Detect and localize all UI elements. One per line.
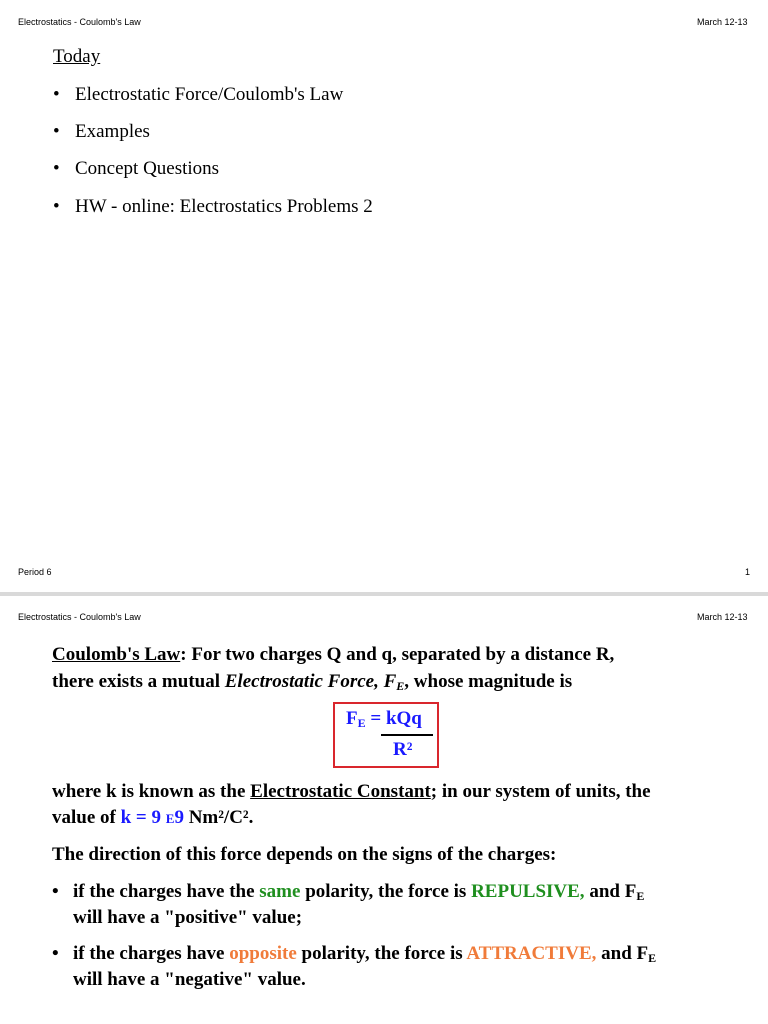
coulomb-law-term: Coulomb's Law: [52, 644, 181, 665]
today-bullet-4: • HW - online: Electrostatics Problems 2: [53, 196, 373, 217]
slide2-header-date: March 12-13: [697, 612, 748, 622]
today-bullet-1-text: Electrostatic Force/Coulomb's Law: [75, 84, 344, 105]
today-bullet-4-text: HW - online: Electrostatics Problems 2: [75, 196, 373, 217]
attractive-word: ATTRACTIVE,: [466, 943, 597, 964]
today-bullet-2: • Examples: [53, 121, 150, 142]
slide1-footer-period: Period 6: [18, 567, 52, 577]
formula-denominator: R²: [393, 739, 413, 760]
opposite-word: opposite: [229, 943, 297, 964]
constant-value-line: value of k = 9 E9 Nm²/C².: [52, 807, 254, 828]
electrostatic-force-term: Electrostatic Force, $F_E$: [224, 671, 405, 693]
today-bullet-3: • Concept Questions: [53, 158, 220, 179]
slide1-page-number: 1: [745, 567, 751, 577]
today-bullet-2-text: Examples: [75, 121, 150, 142]
slide2-header-title: Electrostatics - Coulomb's Law: [18, 612, 141, 622]
slide1-header-title: Electrostatics - Coulomb's Law: [18, 17, 141, 27]
slide1-header-date: March 12-13: [697, 17, 748, 27]
slide-page-2: Electrostatics - Coulomb's Law March 12-13 Coulomb's Law: For two charges Q and q, separated by a distance R, there exists a mutual Electrostatic Force, $F_E$, whose magnitude is $F_E$ = kQq R² where k is known as the Electrostatic Constant; in our system of units, the value of k = 9 E9 Nm²/C². The direction of this force depends on the signs of the charges: • if the charges have the same polarity, the force is REPULSIVE, and $F_E$ will have a "positive" value; • if the charges have opposite polarity, the force is ATTRACTIVE, and $F_E$ will have a "negative" value.: [0, 596, 768, 1024]
today-bullet-3-text: Concept Questions: [75, 158, 220, 179]
formula-numerator: $F_E$ = kQq: [346, 708, 422, 730]
coulomb-intro-line: Coulomb's Law: For two charges Q and q, separated by a distance R,: [52, 644, 615, 665]
constant-line: where k is known as the Electrostatic Constant; in our system of units, the: [52, 781, 651, 802]
today-bullet-1: • Electrostatic Force/Coulomb's Law: [53, 84, 344, 105]
direction-statement: The direction of this force depends on the signs of the charges:: [52, 844, 557, 865]
coulomb-formula-box: [333, 702, 439, 768]
today-heading: Today: [53, 46, 101, 67]
electrostatic-constant-term: Electrostatic Constant: [250, 781, 431, 802]
same-word: same: [259, 881, 301, 902]
fraction-bar: [381, 734, 433, 736]
repulsive-word: REPULSIVE,: [471, 881, 585, 902]
coulomb-intro-line-2: there exists a mutual Electrostatic Force, $F_E$, whose magnitude is: [52, 671, 573, 693]
k-value: k = 9 E9: [120, 807, 184, 828]
